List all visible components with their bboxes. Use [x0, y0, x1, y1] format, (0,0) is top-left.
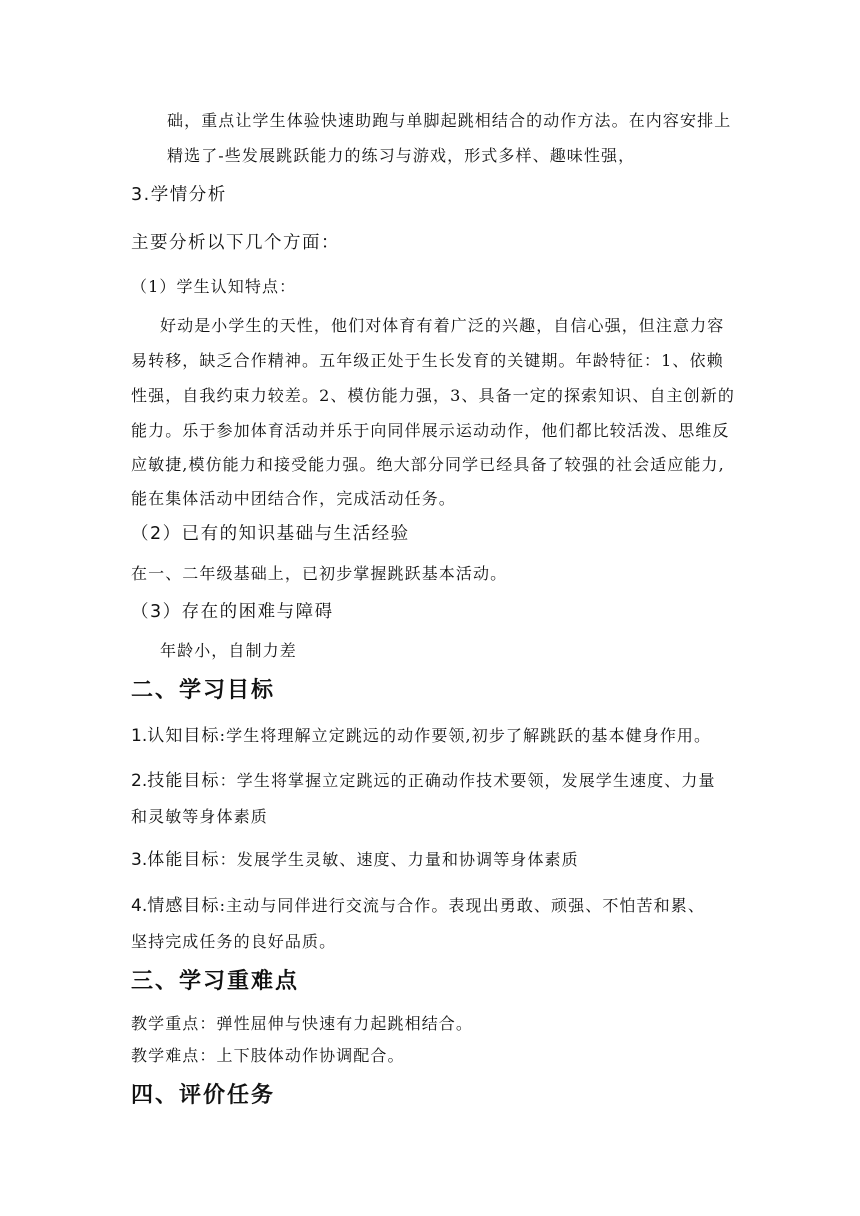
part-1-line: 应敏捷,模仿能力和接受能力强。绝大部分同学已经具备了较强的社会适应能力, [131, 455, 725, 474]
keypoints-heading: 三、学习重难点 [131, 969, 300, 994]
part-3-text: 年龄小，自制力差 [160, 641, 297, 660]
goal-number: 3. [131, 850, 148, 870]
goal-number: 2. [131, 771, 148, 791]
goal-label: 认知目标 [147, 726, 220, 746]
part-1-line: 好动是小学生的天性，他们对体育有着广泛的兴趣，自信心强，但注意力容 [160, 316, 725, 335]
intro-line-2: 精选了-些发展跳跃能力的练习与游戏，形式多样、趣味性强， [167, 146, 636, 165]
goal-text: ：发展学生灵敏、速度、力量和协调等身体素质 [219, 850, 579, 869]
goal-text: :主动与同伴进行交流与合作。表现出勇敢、顽强、不怕苦和累、 [219, 896, 705, 915]
section-3-heading: 3.学情分析 [131, 185, 227, 205]
goal-number: 1. [131, 726, 148, 746]
goal-label: 情感目标 [147, 896, 220, 916]
part-1-line: 能力。乐于参加体育活动并乐于向同伴展示运动动作，他们都比较活泼、思维反 [131, 421, 730, 440]
goal-item [131, 849, 579, 871]
goal-text: :学生将理解立定跳远的动作要领,初步了解跳跃的基本健身作用。 [219, 726, 712, 745]
part-1-line: 易转移，缺乏合作精神。五年级正处于生长发育的关键期。年龄特征：1、依赖 [131, 351, 724, 370]
goal-number: 4. [131, 896, 148, 916]
teaching-focus: 教学重点：弹性屈伸与快速有力起跳相结合。 [131, 1014, 474, 1033]
part-2-heading: （2）已有的知识基础与生活经验 [131, 524, 410, 544]
teaching-difficulty: 教学难点：上下肢体动作协调配合。 [131, 1046, 405, 1065]
part-1-heading: （1）学生认知特点： [131, 277, 297, 296]
goal-item [131, 770, 716, 792]
goal-label: 体能目标 [147, 850, 220, 870]
goal-item [131, 725, 711, 747]
part-1-line: 性强，自我约束力较差。2、模仿能力强，3、具备一定的探索知识、自主创新的 [131, 386, 735, 405]
goal-label: 技能目标 [147, 771, 220, 791]
analysis-lead: 主要分析以下几个方面： [131, 233, 340, 253]
part-1-line: 能在集体活动中团结合作，完成活动任务。 [131, 489, 456, 508]
goal-item-continuation: 坚持完成任务的良好品质。 [131, 932, 337, 951]
goal-item-continuation: 和灵敏等身体素质 [131, 807, 268, 826]
goal-text: ：学生将掌握立定跳远的正确动作技术要领，发展学生速度、力量 [219, 771, 716, 790]
goal-item [131, 895, 705, 917]
intro-line-1: 础，重点让学生体验快速助跑与单脚起跳相结合的动作方法。在内容安排上 [167, 111, 732, 130]
evaluation-heading: 四、评价任务 [131, 1083, 276, 1108]
part-3-heading: （3）存在的困难与障碍 [131, 602, 334, 622]
goals-heading: 二、学习目标 [131, 678, 276, 703]
part-2-text: 在一、二年级基础上，已初步掌握跳跃基本活动。 [131, 564, 508, 583]
